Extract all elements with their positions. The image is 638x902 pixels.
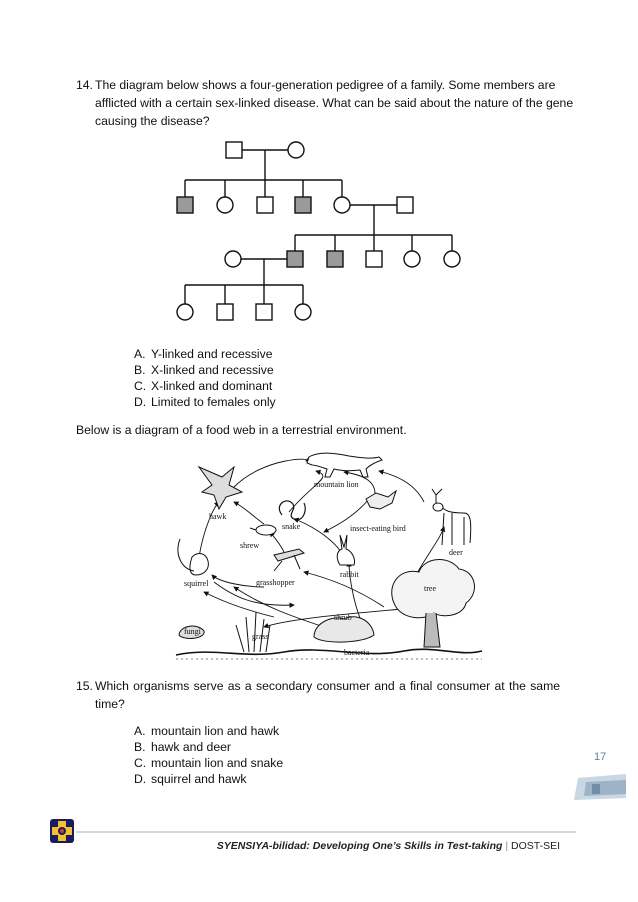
- q15-option-b[interactable]: [134, 739, 231, 755]
- q14-option-c-letter: C.: [134, 379, 147, 393]
- q14-line1: The diagram below shows a four-generation pedigree of a family. Some members are: [95, 78, 556, 92]
- q15-option-b-text: hawk and deer: [151, 740, 231, 754]
- pedigree-gen2-male-affected-1: [177, 197, 193, 213]
- label-snake: snake: [282, 522, 301, 531]
- pedigree-gen4-female-1: [177, 304, 193, 320]
- q15-option-a[interactable]: [134, 723, 279, 739]
- footer-title: SYENSIYA-bilidad: Developing One’s Skills in Test-taking: [216, 840, 503, 852]
- label-grasshopper: grasshopper: [256, 578, 295, 587]
- food-web-diagram: [174, 447, 484, 662]
- pedigree-gen1-male: [226, 142, 242, 158]
- pedigree-gen3-male-1: [366, 251, 382, 267]
- pedigree-gen2-male-affected-2: [295, 197, 311, 213]
- dost-logo-icon: [50, 819, 74, 843]
- label-tree: tree: [424, 584, 436, 593]
- grasshopper-icon: [274, 549, 304, 571]
- q15-option-c[interactable]: [134, 755, 283, 771]
- q14-option-d-letter: D.: [134, 395, 147, 409]
- footer-org: DOST-SEI: [510, 840, 560, 852]
- q14-line2: afflicted with a certain sex-linked disease. What can be said about the nature of the gene: [95, 96, 574, 110]
- pedigree-gen3-female-2: [444, 251, 460, 267]
- q15-number: 15.: [76, 679, 93, 693]
- q14-option-c[interactable]: [134, 378, 272, 394]
- pedigree-gen4-male-2: [256, 304, 272, 320]
- label-deer: deer: [449, 548, 463, 557]
- pedigree-gen4-female-2: [295, 304, 311, 320]
- q15-line1: Which organisms serve as a secondary consumer and a final consumer at the same: [95, 679, 560, 693]
- footer-rule: [76, 831, 576, 833]
- page-number: 17: [594, 751, 607, 763]
- rabbit-icon: [337, 535, 354, 565]
- pedigree-gen4-male-1: [217, 304, 233, 320]
- q15-option-d-letter: D.: [134, 772, 147, 786]
- label-squirrel: squirrel: [184, 579, 209, 588]
- label-shrew: shrew: [240, 541, 260, 550]
- q14-option-a-text: Y-linked and recessive: [151, 347, 273, 361]
- squirrel-icon: [178, 539, 208, 575]
- q15-line2: time?: [95, 697, 125, 711]
- q15-option-c-letter: C.: [134, 756, 147, 770]
- insect-eating-bird-icon: [366, 491, 396, 509]
- pedigree-gen2-male-1: [257, 197, 273, 213]
- q14-option-b-letter: B.: [134, 363, 146, 377]
- q14-number: 14.: [76, 78, 93, 92]
- pedigree-gen3-male-affected-2: [327, 251, 343, 267]
- pedigree-gen2-female-2: [334, 197, 350, 213]
- q14-option-d-text: Limited to females only: [151, 395, 276, 409]
- label-rabbit: rabbit: [340, 570, 359, 579]
- footer: [217, 840, 560, 852]
- q14-option-b-text: X-linked and recessive: [151, 363, 274, 377]
- shrew-icon: [250, 525, 276, 535]
- q14-option-a[interactable]: [134, 346, 273, 362]
- pedigree-gen2-male-spouse: [397, 197, 413, 213]
- q15-option-b-letter: B.: [134, 740, 146, 754]
- q14-line3: causing the disease?: [95, 114, 210, 128]
- q14-option-d[interactable]: [134, 394, 276, 410]
- pedigree-gen1-female: [288, 142, 304, 158]
- tree-icon: [392, 560, 475, 647]
- pedigree-gen3-female-spouse: [225, 251, 241, 267]
- q15-option-d-text: squirrel and hawk: [151, 772, 247, 786]
- q15-option-a-letter: A.: [134, 724, 146, 738]
- label-mountain-lion: mountain lion: [314, 480, 359, 489]
- label-insect-eating-bird: insect-eating bird: [350, 524, 406, 533]
- snake-icon: [279, 501, 305, 520]
- deer-icon: [432, 489, 471, 545]
- q15-option-d[interactable]: [134, 771, 247, 787]
- pedigree-diagram: [0, 130, 638, 470]
- q15-option-c-text: mountain lion and snake: [151, 756, 284, 770]
- q14-option-b[interactable]: [134, 362, 274, 378]
- label-bacteria: bacteria: [344, 648, 370, 657]
- label-fungi: fungi: [184, 627, 201, 636]
- label-hawk: hawk: [209, 512, 227, 521]
- pedigree-gen3-female-1: [404, 251, 420, 267]
- pedigree-gen3-male-affected-1: [287, 251, 303, 267]
- mountain-lion-icon: [307, 453, 382, 477]
- q15-option-a-text: mountain lion and hawk: [151, 724, 280, 738]
- footer-separator: |: [505, 840, 509, 852]
- label-grass: grass: [252, 632, 269, 641]
- q14-option-c-text: X-linked and dominant: [151, 379, 273, 393]
- foodweb-intro: Below is a diagram of a food web in a terrestrial environment.: [76, 423, 407, 437]
- page-corner-decoration: [566, 772, 626, 804]
- pedigree-gen2-female-1: [217, 197, 233, 213]
- q14-option-a-letter: A.: [134, 347, 146, 361]
- label-shrub: shrub: [334, 613, 352, 622]
